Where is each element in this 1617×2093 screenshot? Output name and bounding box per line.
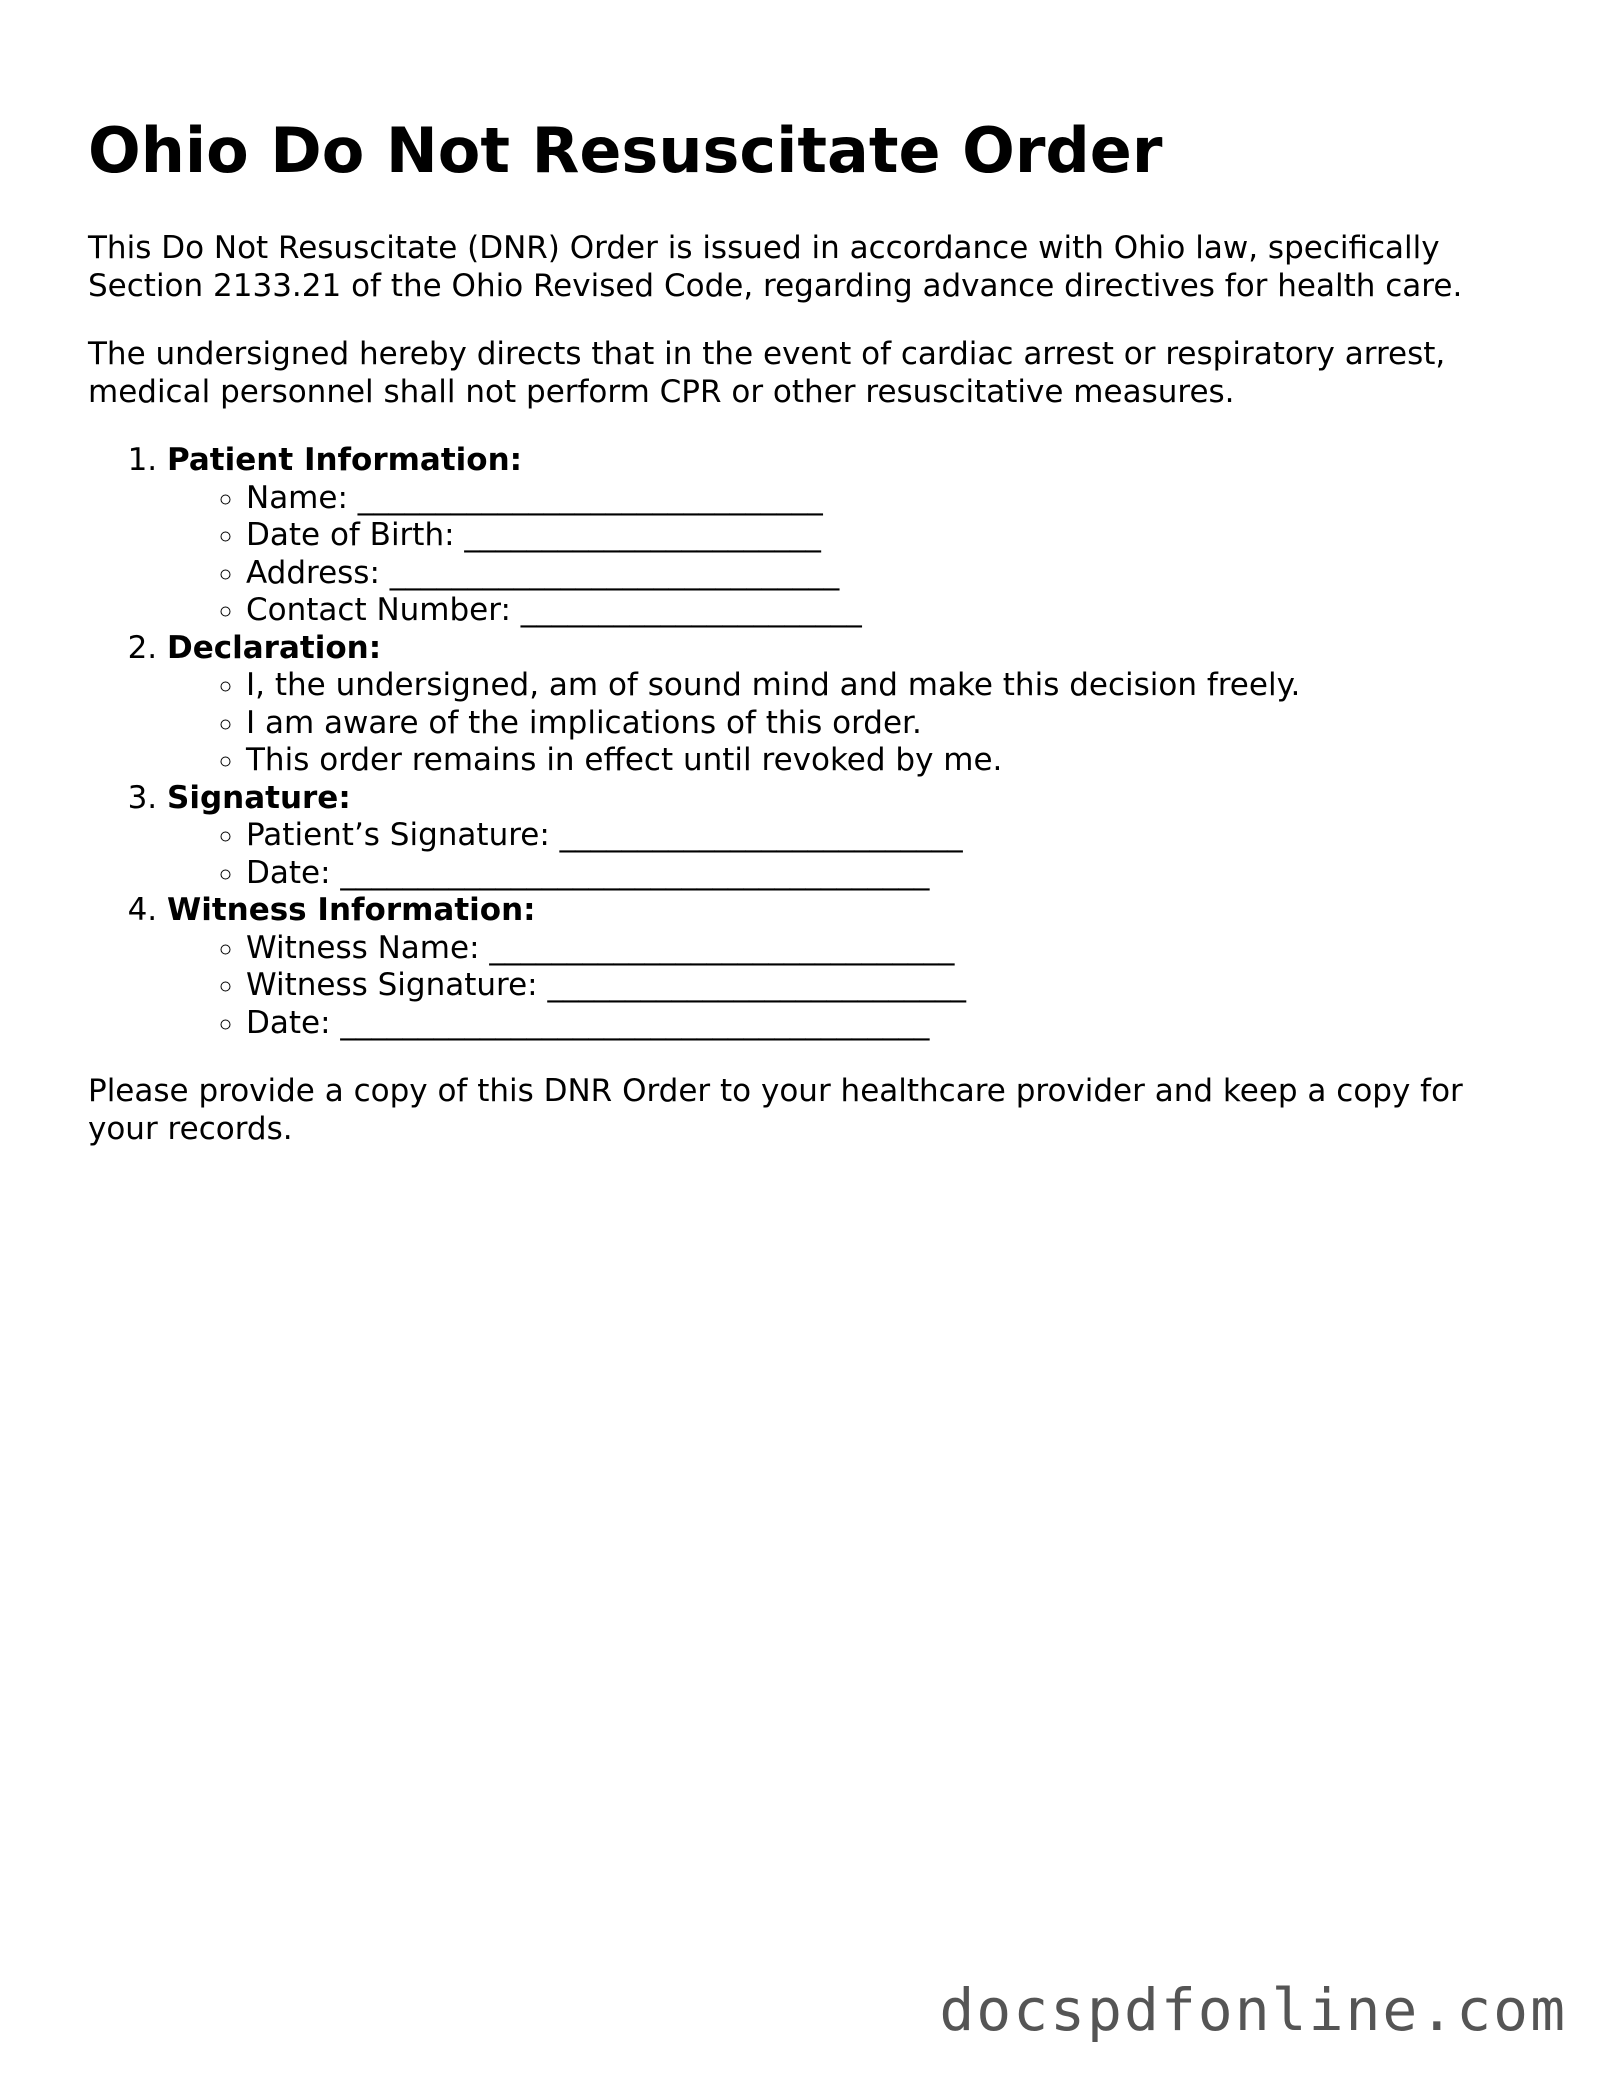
- field-name: [246, 480, 1528, 518]
- intro-paragraph: This Do Not Resuscitate (DNR) Order is issued in accordance with Ohio law, specifically Section 2133.21 of the Ohio Revised Code, regarding advance directives for health care.: [88, 230, 1463, 304]
- field-label: Contact Number:: [246, 592, 511, 628]
- field-witness-name: [246, 930, 1528, 968]
- witness-fields: [167, 930, 1528, 1043]
- field-contact-number: [246, 592, 1528, 630]
- witness-name-blank-line: ______________________________: [489, 929, 955, 966]
- section-title: Declaration:: [167, 629, 382, 666]
- declaration-statement: ◦ This order remains in effect until revoked by me.: [246, 742, 1528, 780]
- site-watermark: docspdfonline.com: [939, 1976, 1567, 2044]
- field-witness-signature: [246, 967, 1528, 1005]
- section-title: Patient Information:: [167, 442, 523, 478]
- patient-signature-blank-line: __________________________: [559, 817, 963, 853]
- field-signature-date: [246, 855, 1528, 893]
- witness-signature-blank-line: ___________________________: [547, 967, 966, 1003]
- signature-fields: [167, 817, 1528, 892]
- sections-list: [88, 442, 1528, 1042]
- field-label: Patient’s Signature:: [246, 817, 550, 853]
- declaration-statement: ◦ I am aware of the implications of this order.: [246, 705, 1528, 743]
- field-label: Date:: [246, 854, 331, 891]
- patient-fields: [167, 480, 1528, 630]
- declaration-statements: [167, 667, 1528, 780]
- section-declaration: [167, 630, 1528, 780]
- field-date-of-birth: [246, 517, 1528, 555]
- directive-paragraph: The undersigned hereby directs that in the event of cardiac arrest or respiratory arrest, medical personnel shall not perform CPR or other resuscitative measures.: [88, 336, 1446, 410]
- closing-paragraph: Please provide a copy of this DNR Order to your healthcare provider and keep a copy for your records.: [88, 1073, 1463, 1147]
- address-blank-line: _____________________________: [389, 554, 840, 591]
- field-label: Date:: [246, 1004, 331, 1041]
- field-address: [246, 555, 1528, 593]
- field-patient-signature: [246, 817, 1528, 855]
- name-blank-line: ______________________________: [357, 479, 823, 516]
- document-body: [88, 230, 1528, 1179]
- section-patient-information: [167, 442, 1528, 630]
- date-of-birth-blank-line: _______________________: [464, 517, 821, 553]
- section-title: Witness Information:: [167, 892, 536, 928]
- section-title: Signature:: [167, 779, 351, 816]
- page-title: Ohio Do Not Resuscitate Order: [88, 114, 1163, 187]
- field-label: Address:: [246, 554, 380, 591]
- witness-date-blank-line: ______________________________________: [340, 1004, 930, 1041]
- contact-number-blank-line: ______________________: [520, 592, 862, 628]
- section-witness-information: [167, 892, 1528, 1042]
- section-signature: [167, 780, 1528, 893]
- declaration-statement: ◦ I, the undersigned, am of sound mind and make this decision freely.: [246, 667, 1528, 705]
- field-label: Witness Name:: [246, 929, 480, 966]
- signature-date-blank-line: ______________________________________: [340, 854, 930, 891]
- field-label: Witness Signature:: [246, 967, 538, 1003]
- field-label: Date of Birth:: [246, 517, 455, 553]
- field-label: Name:: [246, 479, 348, 516]
- field-witness-date: [246, 1005, 1528, 1043]
